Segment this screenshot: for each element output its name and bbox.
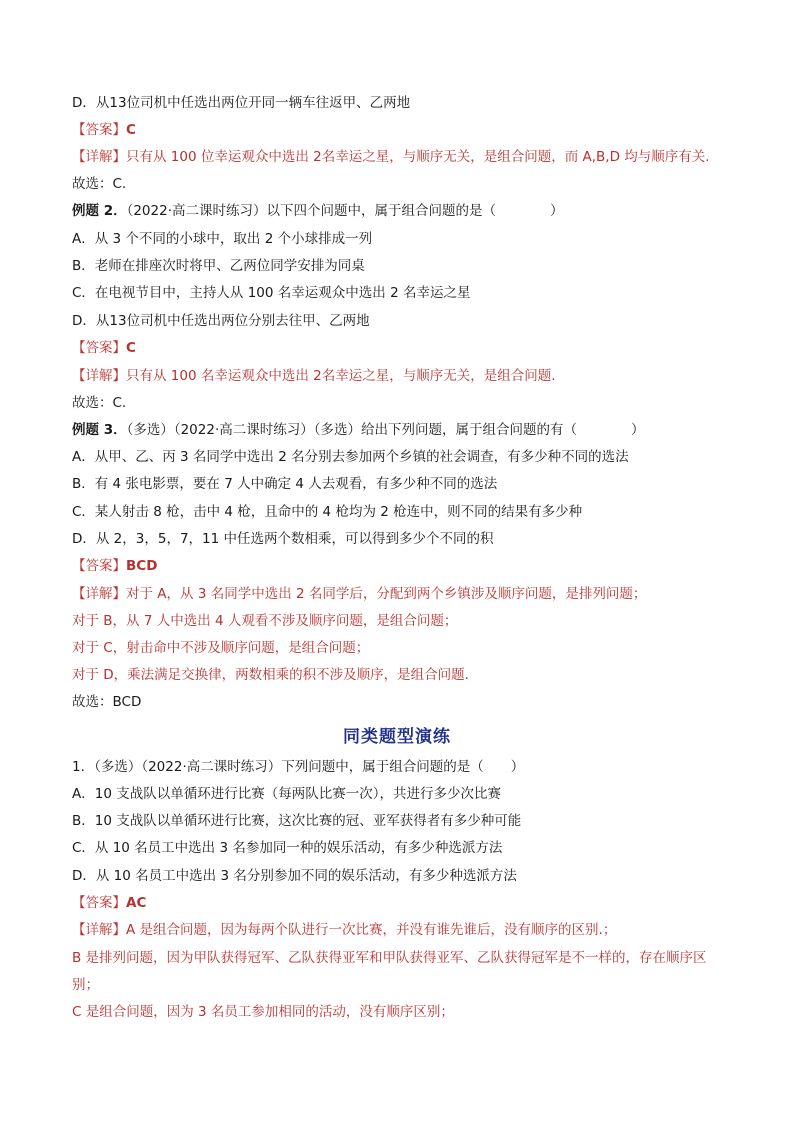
option-d-line: D．从 2，3，5，7，11 中任选两个数相乘，可以得到多少个不同的积: [72, 531, 494, 547]
answer-value: C: [126, 340, 136, 356]
explanation-tag: 【详解】: [72, 149, 126, 165]
option-d-line: D．从13位司机中任选出两位分别去往甲、乙两地: [72, 313, 370, 329]
answer-line: [72, 339, 734, 357]
practice-option-d: D．从 10 名员工中选出 3 名分别参加不同的娱乐活动，有多少种选派方法: [72, 868, 517, 884]
explanation-tag: 【详解】: [72, 922, 126, 938]
conclusion-line: 故选：BCD: [72, 694, 142, 710]
option-c-line: C．在电视节目中，主持人从 100 名幸运观众中选出 2 名幸运之星: [72, 285, 471, 301]
answer-tag: 【答案】: [72, 558, 126, 574]
example-2-title: [72, 202, 734, 220]
option-c-line: C．某人射击 8 枪，击中 4 枪，且命中的 4 枪均为 2 枪连中，则不同的结果有多少种: [72, 504, 583, 520]
example-question: （多选）（2022·高二课时练习）（多选）给出下列问题，属于组合问题的有（ ）: [126, 422, 645, 438]
practice-option-a: A．10 支战队以单循环进行比赛（每两队比赛一次），共进行多少次比赛: [72, 786, 501, 802]
explanation-line: [72, 148, 734, 166]
explanation-b-line: 对于 B，从 7 人中选出 4 人观看不涉及顺序问题，是组合问题；: [72, 613, 458, 629]
explanation-text: A 是组合问题，因为每两个队进行一次比赛，并没有谁先谁后，没有顺序的区别.；: [126, 922, 617, 938]
explanation-d-line: 对于 D，乘法满足交换律，两数相乘的积不涉及顺序，是组合问题.: [72, 667, 469, 683]
example-label: 例题 3．: [72, 422, 127, 438]
explanation-tag: 【详解】: [72, 368, 126, 384]
practice-explanation-line: [72, 921, 734, 939]
practice-explanation-c: C 是组合问题，因为 3 名员工参加相同的活动，没有顺序区别；: [72, 1004, 454, 1020]
option-b-line: B．有 4 张电影票，要在 7 人中确定 4 人去观看，有多少种不同的选法: [72, 476, 498, 492]
conclusion-line: 故选：C.: [72, 176, 127, 192]
answer-tag: 【答案】: [72, 122, 126, 138]
explanation-line: [72, 367, 734, 385]
explanation-text: 对于 A，从 3 名同学中选出 2 名同学后，分配到两个乡镇涉及顺序问题，是排列问题；: [126, 586, 647, 602]
explanation-line: [72, 585, 734, 603]
answer-line: [72, 121, 734, 139]
example-label: 例题 2．: [72, 203, 127, 219]
example-question: （2022·高二课时练习）以下四个问题中，属于组合问题的是（ ）: [126, 203, 564, 219]
option-b-line: B．老师在排座次时将甲、乙两位同学安排为同桌: [72, 258, 365, 274]
practice-option-c: C．从 10 名员工中选出 3 名参加同一种的娱乐活动，有多少种选派方法: [72, 840, 503, 856]
answer-value: C: [126, 122, 136, 138]
answer-value: BCD: [126, 558, 158, 574]
explanation-tag: 【详解】: [72, 586, 126, 602]
answer-value: AC: [126, 895, 147, 911]
practice-explanation-b: B 是排列问题，因为甲队获得冠军、乙队获得亚军和甲队获得亚军、乙队获得冠军是不一样的，存在顺序区: [72, 950, 707, 966]
answer-line: [72, 557, 734, 575]
conclusion-line: 故选：C.: [72, 395, 127, 411]
example-3-title: [72, 421, 734, 439]
option-a-line: A．从 3 个不同的小球中，取出 2 个小球排成一列: [72, 231, 373, 247]
practice-option-b: B．10 支战队以单循环进行比赛，这次比赛的冠、亚军获得者有多少种可能: [72, 813, 522, 829]
explanation-text: 只有从 100 位幸运观众中选出 2名幸运之星，与顺序无关，是组合问题，而 A,B,D 均与顺序有关.: [126, 149, 710, 165]
option-a-line: A．从甲、乙、丙 3 名同学中选出 2 名分别去参加两个乡镇的社会调查，有多少种不同的选法: [72, 449, 629, 465]
explanation-c-line: 对于 C，射击命中不涉及顺序问题，是组合问题；: [72, 640, 370, 656]
answer-tag: 【答案】: [72, 895, 126, 911]
practice-question-1: 1．（多选）（2022·高二课时练习）下列问题中，属于组合问题的是（ ）: [72, 759, 525, 775]
practice-answer-line: [72, 894, 734, 912]
practice-explanation-b-cont: 别；: [72, 977, 99, 993]
explanation-text: 只有从 100 名幸运观众中选出 2名幸运之星，与顺序无关，是组合问题.: [126, 368, 556, 384]
answer-tag: 【答案】: [72, 340, 126, 356]
section-heading: 同类题型演练: [343, 727, 451, 747]
option-d-line: D．从13位司机中任选出两位开同一辆车往返甲、乙两地: [72, 95, 411, 111]
